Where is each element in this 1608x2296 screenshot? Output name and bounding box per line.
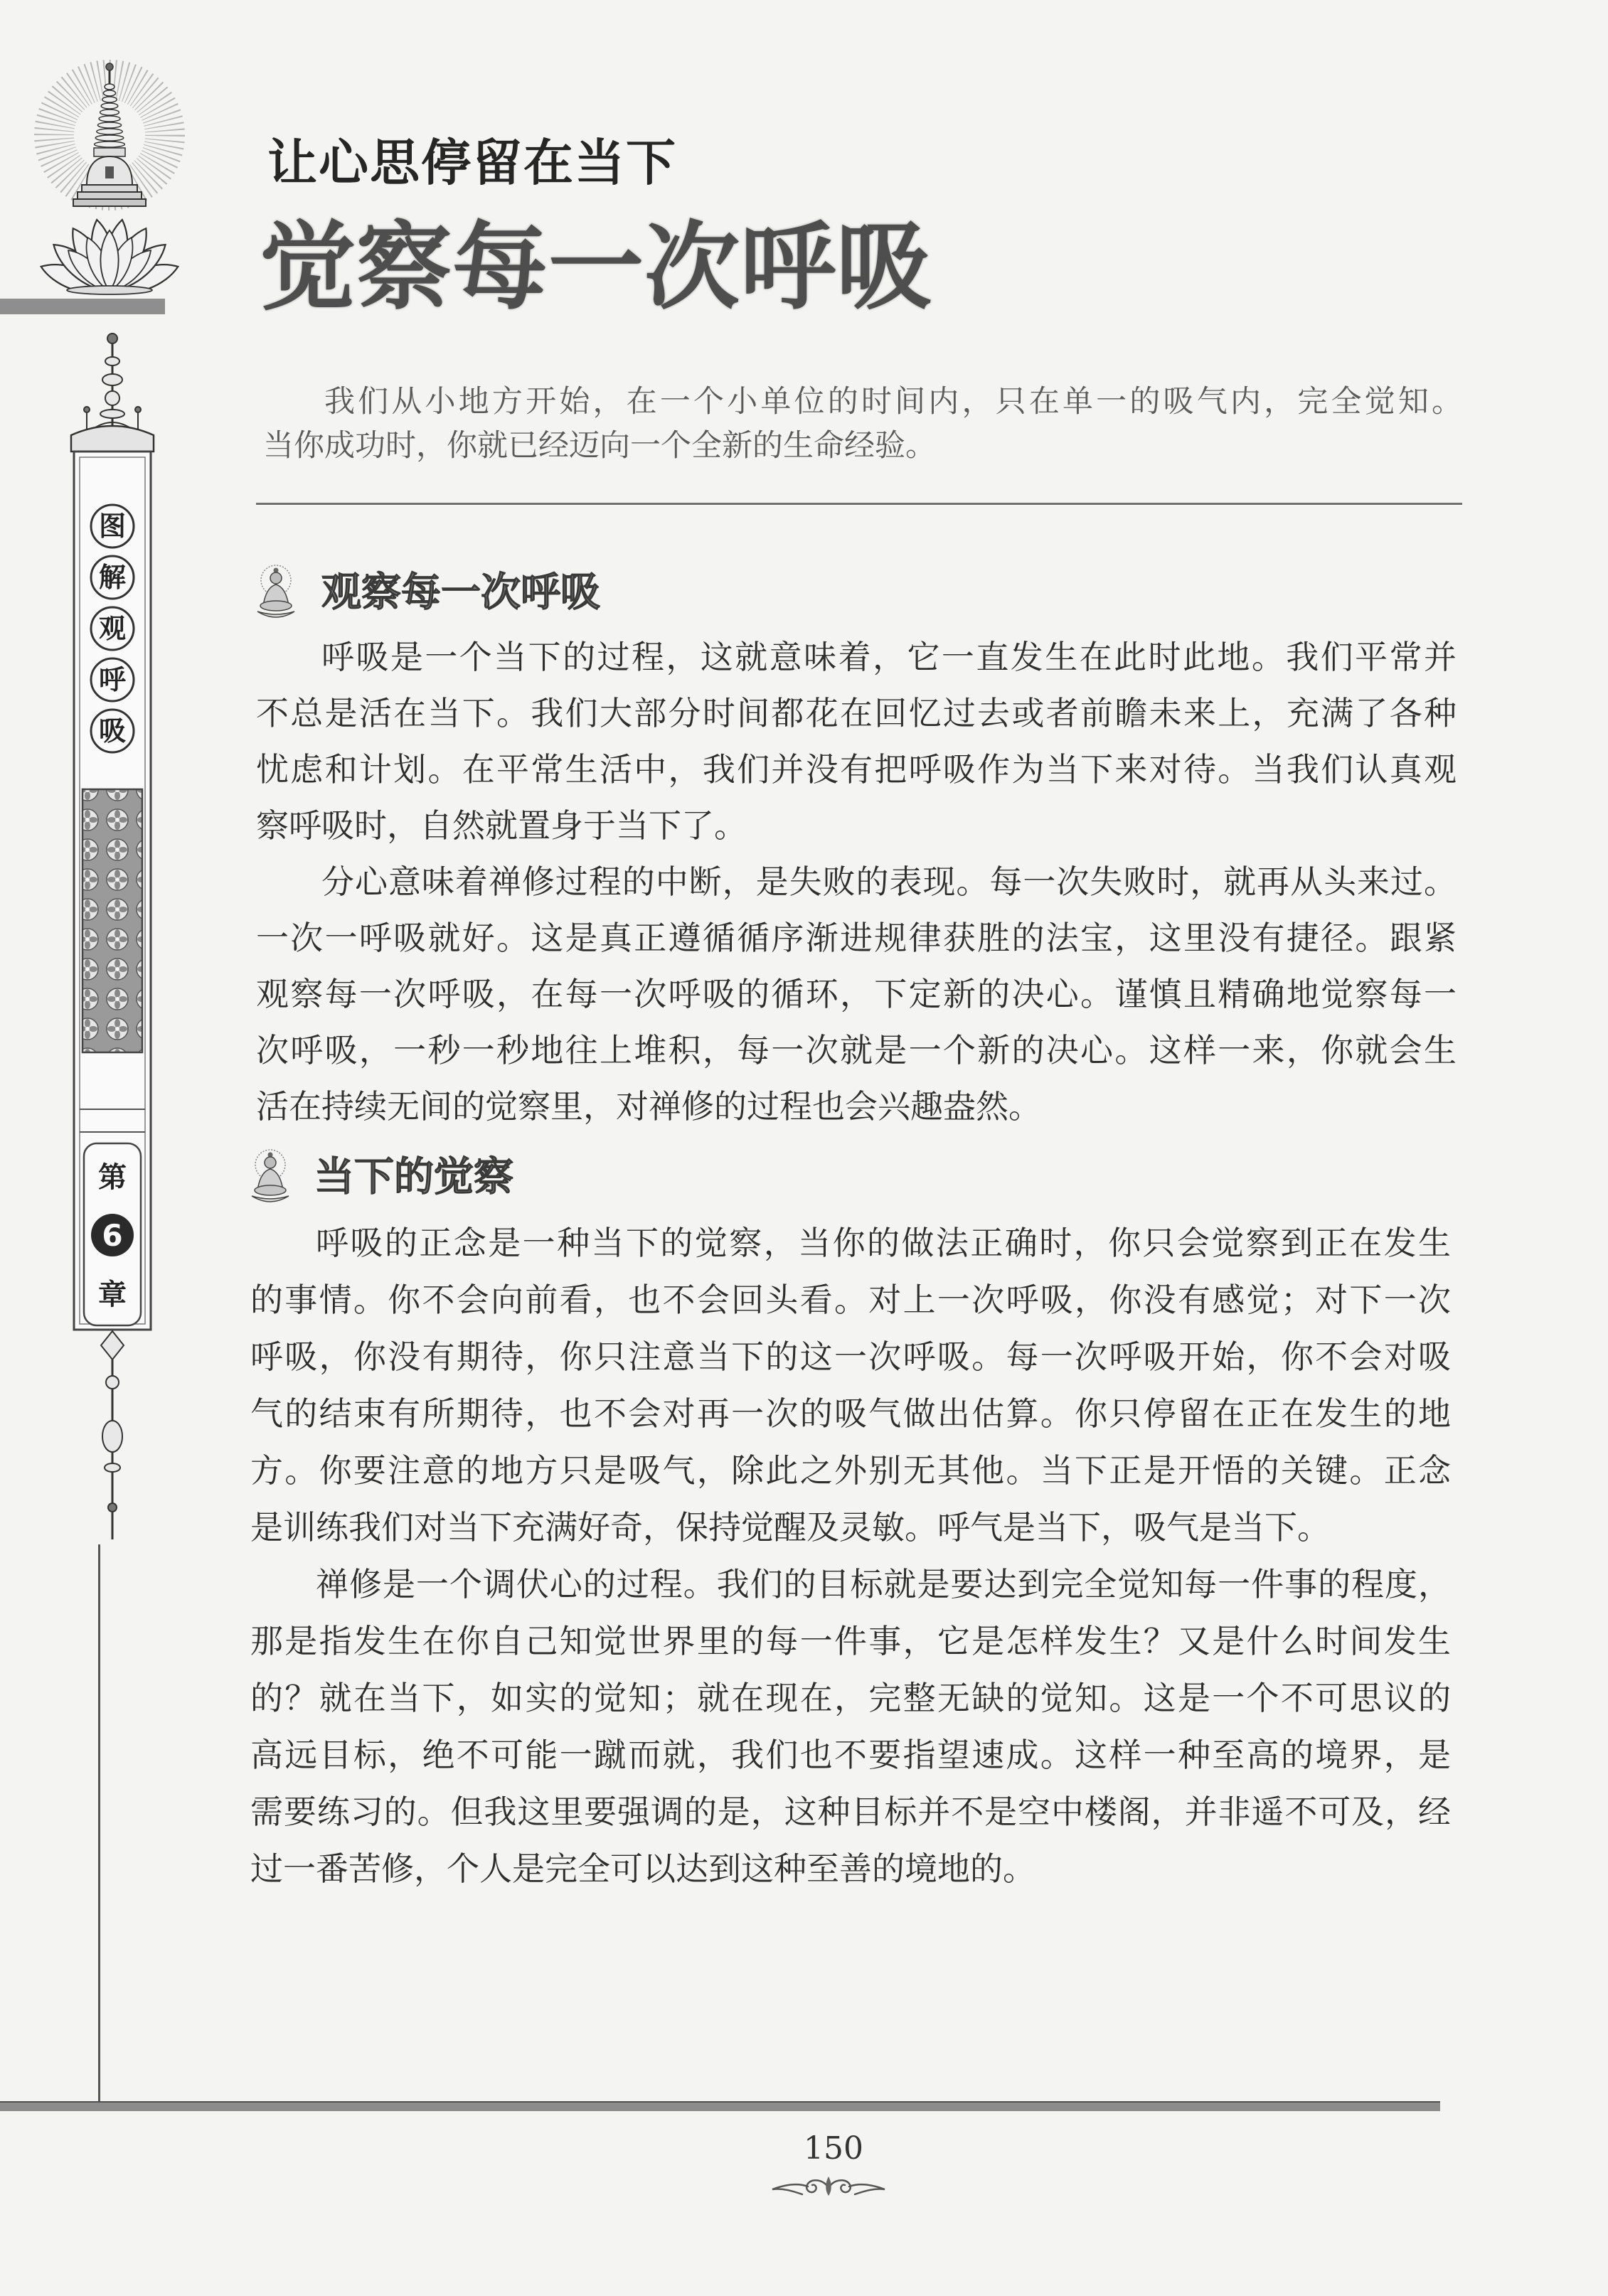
text-line: 忧虑和计划。在平常生活中，我们并没有把呼吸作为当下来对待。当我们认真观	[256, 750, 1457, 789]
paragraph	[250, 1556, 1451, 1897]
footer-rule	[0, 2101, 1440, 2111]
book-title-char: 吸	[98, 715, 127, 747]
chapter-suffix: 章	[98, 1278, 127, 1311]
banner-top-finial	[84, 333, 141, 434]
page-title: 觉察每一次呼吸	[260, 210, 933, 323]
section-heading: 当下的觉察	[314, 1153, 513, 1200]
stupa-lotus-icon	[18, 50, 196, 306]
intro-line: 当你成功时，你就已经迈向一个全新的生命经验。	[263, 428, 936, 464]
book-title-char: 图	[98, 511, 127, 542]
text-line: 不总是活在当下。我们大部分时间都花在回忆过去或者前瞻未来上，充满了各种	[256, 694, 1457, 732]
meditating-buddha-icon	[253, 562, 299, 623]
lotus-base	[38, 218, 182, 301]
text-line: 过一番苦修，个人是完全可以达到这种至善的境地的。	[250, 1849, 1035, 1888]
banner-cap	[71, 426, 154, 452]
top-left-bar	[0, 299, 165, 314]
text-line: 高远目标，绝不可能一蹴而就，我们也不要指望速成。这样一种至高的境界，是	[250, 1736, 1451, 1774]
text-line: 的事情。你不会向前看，也不会回头看。对上一次呼吸，你没有感觉；对下一次	[250, 1281, 1451, 1319]
text-line: 禅修是一个调伏心的过程。我们的目标就是要达到完全觉知每一件事的程度，	[316, 1565, 1451, 1603]
text-line: 需要练习的。但我这里要强调的是，这种目标并不是空中楼阁，并非遥不可及，经	[250, 1793, 1451, 1831]
scroll-banner-icon	[43, 327, 185, 1550]
text-line: 气的结束有所期待，也不会对再一次的吸气做出估算。你只停留在正在发生的地	[250, 1394, 1451, 1433]
intro-line: 我们从小地方开始，在一个小单位的时间内，只在单一的吸气内，完全觉知。	[324, 384, 1462, 420]
text-line: 察呼吸时，自然就置身于当下了。	[256, 806, 747, 845]
text-line: 观察每一次呼吸，在每一次呼吸的循环，下定新的决心。谨慎且精确地觉察每一	[256, 975, 1457, 1013]
page-number: 150	[804, 2130, 863, 2167]
intro-divider	[256, 503, 1462, 505]
paragraph	[256, 629, 1457, 854]
text-line: 次呼吸，一秒一秒地往上堆积，每一次就是一个新的决心。这样一来，你就会生	[256, 1031, 1457, 1069]
section-body	[250, 1214, 1451, 1897]
text-line: 呼吸是一个当下的过程，这就意味着，它一直发生在此时此地。我们平常并	[321, 638, 1457, 676]
section-heading: 观察每一次呼吸	[321, 569, 600, 616]
intro-paragraph	[263, 380, 1462, 468]
text-line: 分心意味着禅修过程的中断，是失败的表现。每一次失败时，就再从头来过。	[321, 863, 1457, 901]
text-line: 方。你要注意的地方只是吸气，除此之外别无其他。当下正是开悟的关键。正念	[250, 1451, 1451, 1490]
banner-bottom-pole	[101, 1331, 124, 1539]
paragraph	[256, 854, 1457, 1135]
section-body	[256, 629, 1457, 1135]
paragraph	[250, 1214, 1451, 1556]
book-title-char: 呼	[98, 664, 127, 695]
flourish-icon	[768, 2172, 889, 2201]
banner-pattern-panel	[82, 789, 142, 1052]
left-margin-line	[98, 1544, 100, 2108]
text-line: 那是指发生在你自己知觉世界里的每一件事，它是怎样发生？又是什么时间发生	[250, 1622, 1451, 1660]
text-line: 呼吸，你没有期待，你只注意当下的这一次呼吸。每一次呼吸开始，你不会对吸	[250, 1337, 1451, 1376]
page-subtitle: 让心思停留在当下	[267, 134, 677, 192]
text-line: 活在持续无间的觉察里，对禅修的过程也会兴趣盎然。	[256, 1087, 1041, 1126]
chapter-number: 6	[102, 1218, 123, 1253]
chapter-prefix: 第	[98, 1161, 127, 1194]
meditating-buddha-icon	[247, 1146, 293, 1207]
text-line: 的？就在当下，如实的觉知；就在现在，完整无缺的觉知。这是一个不可思议的	[250, 1679, 1451, 1717]
book-title-char: 解	[98, 562, 127, 593]
text-line: 是训练我们对当下充满好奇，保持觉醒及灵敏。呼气是当下，吸气是当下。	[250, 1508, 1330, 1547]
book-title-char: 观	[98, 613, 127, 644]
text-line: 呼吸的正念是一种当下的觉察，当你的做法正确时，你只会觉察到正在发生	[316, 1224, 1451, 1262]
text-line: 一次一呼吸就好。这是真正遵循循序渐进规律获胜的法宝，这里没有捷径。跟紧	[256, 919, 1457, 957]
